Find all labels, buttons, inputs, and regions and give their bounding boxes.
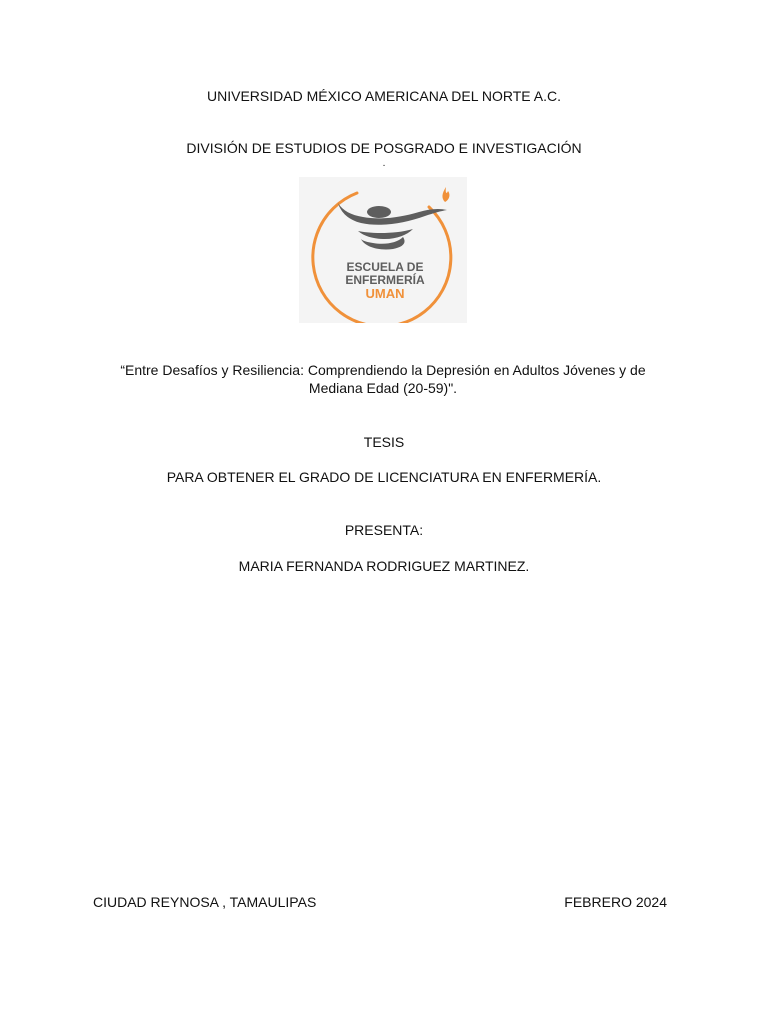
thesis-title: “Entre Desafíos y Resiliencia: Comprendiendo la Depresión en Adultos Jóvenes y de Mediana Edad (20-59)". — [120, 362, 646, 396]
school-logo — [299, 177, 467, 323]
logo-text-line3: UMAN — [365, 286, 405, 301]
logo-text-line1: ESCUELA DE — [346, 260, 424, 274]
author-name: MARIA FERNANDA RODRIGUEZ MARTINEZ. — [238, 558, 530, 574]
university-name: UNIVERSIDAD MÉXICO AMERICANA DEL NORTE A.C. — [207, 88, 561, 104]
division-name: DIVISIÓN DE ESTUDIOS DE POSGRADO E INVESTIGACIÓN — [186, 140, 582, 156]
degree-statement: PARA OBTENER EL GRADO DE LICENCIATURA EN ENFERMERÍA. — [166, 469, 602, 485]
date: FEBRERO 2024 — [564, 894, 667, 910]
separator-dot: . — [382, 158, 386, 169]
logo-text-line2: ENFERMERÍA — [345, 273, 425, 287]
location: CIUDAD REYNOSA , TAMAULIPAS — [93, 894, 317, 910]
oil-lamp-icon — [338, 203, 447, 250]
flame-icon — [442, 187, 449, 202]
presenta-label: PRESENTA: — [344, 522, 424, 538]
document-type: TESIS — [363, 434, 405, 450]
